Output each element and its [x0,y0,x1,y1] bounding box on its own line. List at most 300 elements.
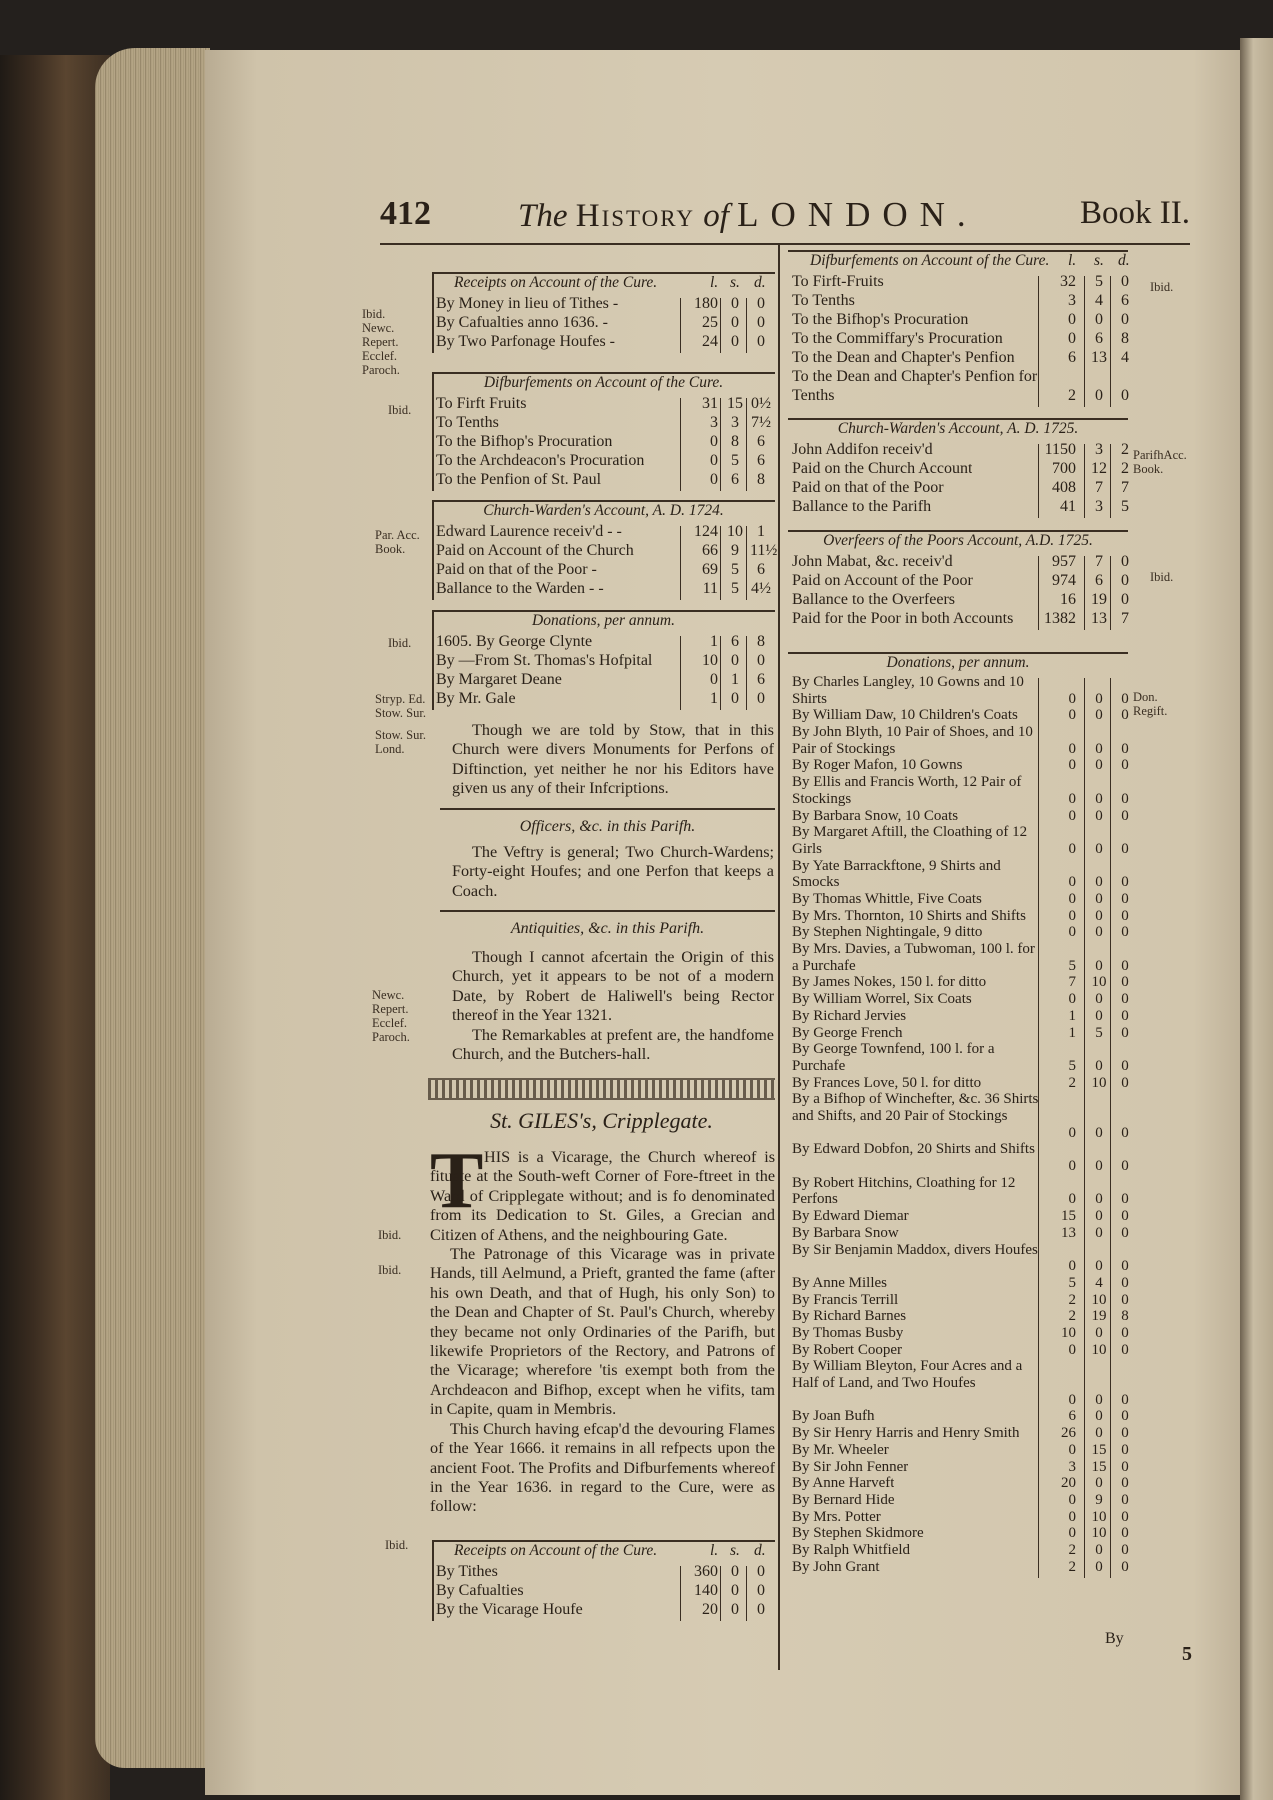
amount-pence: 0 [1121,1291,1129,1308]
disbursements-table [432,372,775,489]
ledger-caption [432,500,775,522]
ledger-row [788,1292,1128,1309]
ledger-row [432,579,775,598]
amount-pounds: 1 [710,690,718,707]
ledger-item: By the Vicarage Houfe [436,1601,583,1618]
amount-pounds: 16 [1060,591,1076,608]
amount-pence: 0 [757,1563,765,1580]
amount-shillings: 8 [731,433,739,450]
amount-shillings: 0 [1095,991,1103,1008]
amount-pence: 0 [1121,1341,1129,1358]
ledger-row [788,1308,1128,1325]
ledger-item: Paid on that of the Poor [792,479,944,496]
amount-pounds: 0 [1068,790,1076,807]
table-rule [432,1540,775,1542]
amount-pence: 0 [1121,991,1129,1008]
ledger-item: By Thomas Busby [792,1325,904,1341]
amount-pounds: 6 [1068,1408,1076,1425]
amount-pence: 0 [757,314,765,331]
amount-shillings: 7 [1095,553,1103,570]
column-rule [746,526,747,600]
ledger-item: By a Bifhop of Winchefter, &c. 36 Shirts and Shifts, and 20 Pair of Stockings [792,1091,1039,1124]
monuments-paragraph: Though we are told by Stow, that in this Church were divers Monuments for Perfons of Diftinction, yet neither he nor his Editors have given us any of their Infcriptions. [452,721,774,798]
column-rule [680,1566,681,1621]
ledger-row [788,1025,1128,1042]
ledger-row [432,470,775,489]
ledger-row [788,1008,1128,1025]
ledger-row [432,332,775,351]
amount-shillings: 0 [1095,1124,1103,1141]
amount-pence: 0 [1121,1425,1129,1442]
page-edges [95,48,210,1768]
ledger-row [788,1525,1128,1542]
amount-pounds: 0 [1068,840,1076,857]
ledger-item: By Cafualties [436,1582,524,1599]
column-header: s. [730,274,740,291]
amount-shillings: 0 [1095,1057,1103,1074]
margin-note: ParifhAcc. Book. [1133,448,1187,476]
amount-shillings: 5 [1095,1024,1103,1041]
amount-shillings: 1 [731,671,739,688]
ledger-row [788,991,1128,1008]
ledger-row [788,757,1128,774]
ledger-item: By Robert Hitchins, Cloathing for 12 Perfons [792,1174,1016,1208]
margin-note: Ibid. [378,1263,402,1277]
amount-pounds: 1 [710,633,718,650]
amount-pence: 0 [1121,1541,1129,1558]
ledger-item: To the Dean and Chapter's Penfion for Tenths [792,368,1038,404]
running-head [380,195,1190,239]
ledger-item: By Barbara Snow [792,1224,899,1241]
amount-pounds: 3 [710,414,718,431]
ledger-item: Paid on the Church Account [792,460,973,477]
amount-pence: 0 [1121,974,1129,991]
amount-pounds: 0 [710,471,718,488]
amount-shillings: 0 [731,1563,739,1580]
ledger-row [788,1275,1128,1292]
column-rule [1110,556,1111,630]
amount-pence: 5 [1121,498,1129,515]
amount-shillings: 5 [1095,273,1103,290]
amount-pence: 0 [1121,553,1129,570]
margin-note: Stow. Sur. Lond. [375,728,426,756]
ledger-caption [788,530,1128,552]
amount-shillings: 5 [731,452,739,469]
ledger-item: By Francis Terrill [792,1291,899,1308]
amount-pounds: 1150 [1044,441,1076,458]
amount-pounds: 0 [1068,707,1076,724]
ledger-caption-text: Difburfements on Account of the Cure. [483,374,724,391]
amount-pence: 0 [757,1582,765,1599]
amount-pounds: 24 [702,333,718,350]
running-title [518,195,978,235]
column-header: d. [754,274,766,291]
ledger-row [432,294,775,313]
amount-pence: 0½ [751,395,771,412]
amount-shillings: 0 [1095,1541,1103,1558]
ledger-item: By Edward Dobfon, 20 Shirts and Shifts [792,1141,1035,1158]
ledger-item: John Addifon receiv'd [792,441,933,458]
amount-pence: 0 [1121,1441,1129,1458]
ledger-row [788,1091,1128,1141]
amount-pounds: 0 [1068,311,1076,328]
amount-pounds: 408 [1052,479,1076,496]
amount-pounds: 0 [1068,991,1076,1008]
amount-pounds: 26 [1061,1425,1076,1442]
amount-shillings: 15 [1091,1441,1107,1458]
column-rule [1084,556,1085,630]
ledger-item: By James Nokes, 150 l. for ditto [792,974,987,991]
amount-pounds: 0 [1068,924,1076,941]
ledger-row [788,924,1128,941]
officers-heading: Officers, &c. in this Parifh. [519,818,696,835]
amount-shillings: 3 [1095,498,1103,515]
amount-pounds: 0 [1068,1158,1076,1175]
amount-pounds: 0 [1068,690,1076,707]
amount-pounds: 0 [710,452,718,469]
margin-note: Ibid. Newc. Repert. Ecclef. Paroch. [362,307,400,377]
ledger-item: Ballance to the Overfeers [792,591,956,608]
giles-paragraphs: HIS is a Vicarage, the Church whereof is fituate at the South-weft Corner of Fore-ftreet in the Ward of Cripplegate without; and is fo denominated from its Dedication to St. Giles, a Grecian and Citizen of Athens, and the neighbouring Gate. The Patronage of this Vicarage was in private Hands, till Aelmund, a Prieft, granted the fame (after his own Death, and that of Hugh, his only Son) to the Dean and Chapter of St. Paul's Church, whereby they became not only Ordinaries of the Parifh, but likewife Proprietors of the Rectory, and Patrons of the Vicarage; wherefore 'tis exempt both from the Archdeacon and Bifhop, except when he vifits, tam in Capite, quam in Membris. This Church having efcap'd the devouring Flames of the Year 1666. it remains in all refpects upon the ancient Foot. The Profits and Difburfements whereof in the Year 1636. in regard to the Cure, were as follow: [430,1148,775,1516]
ledger-item: Paid on Account of the Poor [792,572,973,589]
amount-pounds: 10 [1061,1325,1076,1341]
amount-shillings: 0 [1095,690,1103,707]
ledger-item: By Barbara Snow, 10 Coats [792,807,959,824]
table-rule [432,610,775,612]
ledger-row [432,541,778,560]
column-header: d. [1118,252,1130,269]
ledger-row [788,908,1128,925]
table-rule [788,652,1128,654]
ledger-item: By Charles Langley, 10 Gowns and 10 Shirts [792,674,1024,707]
amount-pounds: 0 [1068,330,1076,347]
margin-note: Ibid. [388,403,412,417]
column-header: s. [1094,252,1104,269]
amount-pounds: 2 [1068,1541,1076,1558]
ledger-row [788,774,1128,807]
head-rule [380,243,1190,245]
amount-shillings: 0 [1095,387,1103,404]
receipts-table [432,272,775,351]
amount-pence: 0 [1121,1458,1129,1475]
amount-shillings: 0 [731,1601,739,1618]
right-disbursements-table [788,250,1128,405]
amount-pounds: 69 [702,561,718,578]
column-header: s. [730,1542,740,1559]
amount-pounds: 25 [702,314,718,331]
section-rule [440,910,775,912]
amount-pounds: 2 [1068,1074,1076,1091]
amount-pence: 7 [1121,610,1129,627]
column-rule [720,1566,721,1621]
amount-pence: 0 [757,1601,765,1618]
amount-pounds: 0 [710,671,718,688]
amount-pounds: 0 [710,433,718,450]
column-rule [720,526,721,600]
table-rule [432,500,775,502]
amount-shillings: 5 [731,561,739,578]
amount-pounds: 0 [1068,907,1076,924]
amount-pounds: 124 [694,523,718,540]
ledger-item: Ballance to the Parifh [792,498,932,515]
warden-1724-table [432,500,778,598]
ledger-row [788,1425,1128,1442]
amount-pounds: 974 [1052,572,1076,589]
amount-pence: 8 [757,633,765,650]
ledger-row [788,440,1128,459]
amount-pounds: 0 [1068,757,1076,774]
column-header: l. [710,274,719,291]
ledger-item: By John Blyth, 10 Pair of Shoes, and 10 Pair of Stockings [792,724,1033,757]
overseers-1725-table [788,530,1128,628]
margin-note: Don. Regift. [1133,690,1168,718]
ledger-row [788,571,1128,590]
amount-pence: 2 [1121,441,1129,458]
amount-pence: 0 [1121,1024,1129,1041]
amount-shillings: 15 [1091,1458,1107,1475]
right-donations-table [788,652,1128,1575]
ledger-item: By Roger Mafon, 10 Gowns [792,757,963,774]
column-divider [778,245,780,1670]
ledger-row [788,674,1128,707]
ornament-band [428,1078,775,1100]
ledger-caption-text: Difburfements on Account of the Cure. [810,252,1050,269]
ledger-caption-text: Receipts on Account of the Cure. [454,1542,658,1559]
ledger-row [788,941,1128,974]
column-rule [680,526,681,600]
ledger-row [788,724,1128,757]
ledger-item: Paid for the Poor in both Accounts [792,610,1014,627]
amount-shillings: 0 [731,314,739,331]
ledger-row [788,858,1128,891]
amount-shillings: 10 [727,523,743,540]
ledger-item: By Robert Cooper [792,1341,902,1358]
ledger-caption-text: Church-Warden's Account, A. D. 1724. [483,502,724,519]
ledger-item: To the Archdeacon's Procuration [436,452,645,469]
amount-shillings: 3 [731,414,739,431]
amount-shillings: 13 [1091,610,1107,627]
amount-pence: 0 [1121,1508,1129,1525]
ledger-row [432,632,775,651]
ledger-item: By Sir John Fenner [792,1458,909,1475]
amount-pounds: 5 [1068,1057,1076,1074]
amount-shillings: 6 [731,633,739,650]
amount-pence: 0 [757,333,765,350]
ledger-item: By Mrs. Potter [792,1508,881,1525]
title-london: LONDON. [737,195,978,234]
ledger-caption [788,250,1128,272]
ledger-item: By Richard Jervies [792,1007,907,1024]
amount-shillings: 0 [1095,757,1103,774]
amount-pence: 0 [1121,757,1129,774]
ledger-row [432,1562,775,1581]
title-history: History [575,198,695,234]
amount-pence: 4 [1121,349,1129,366]
column-rule [746,298,747,353]
amount-pounds: 0 [1068,1391,1076,1408]
ledger-caption-text: Overfeers of the Poors Account, A.D. 1725. [823,532,1093,549]
ledger-item: By Stephen Nightingale, 9 ditto [792,924,983,941]
ledger-row [788,1242,1128,1275]
amount-shillings: 15 [727,395,743,412]
ledger-item: By —From St. Thomas's Hofpital [436,652,653,669]
amount-pence: 0 [1121,1007,1129,1024]
ledger-item: By William Daw, 10 Children's Coats [792,707,1018,724]
table-rule [432,272,775,274]
book-spine-leather [0,55,110,1800]
amount-shillings: 10 [1091,974,1107,991]
amount-pence: 0 [757,652,765,669]
ledger-row [432,313,775,332]
amount-shillings: 0 [1095,1158,1103,1175]
column-rule [1084,276,1085,407]
amount-shillings: 0 [1095,1425,1103,1442]
amount-shillings: 10 [1091,1291,1107,1308]
officers-paragraph: The Veftry is general; Two Church-Wardens; Forty-eight Houfes; and one Perfon that keeps a Coach. [452,843,774,900]
ledger-row [788,552,1128,571]
amount-pounds: 1382 [1044,610,1076,627]
amount-pounds: 5 [1068,1274,1076,1291]
ledger-caption [788,418,1128,440]
amount-pence: 0 [1121,311,1129,328]
ledger-row [788,707,1128,724]
amount-pence: 0 [1121,1258,1129,1275]
ledger-row [432,651,775,670]
amount-pence: 6 [757,561,765,578]
donations-table [432,610,775,708]
ledger-item: By Ralph Whitfield [792,1541,911,1558]
ledger-item: By Anne Milles [792,1274,888,1291]
ledger-item: By John Grant [792,1558,880,1575]
amount-pence: 0 [1121,1475,1129,1492]
ledger-item: 1605. By George Clynte [436,633,593,650]
amount-shillings: 10 [1091,1525,1107,1542]
amount-pence: 0 [1121,807,1129,824]
ledger-row [788,609,1128,628]
amount-shillings: 0 [731,652,739,669]
amount-pence: 0 [1121,1074,1129,1091]
facing-page-edge [1240,38,1273,1800]
amount-pounds: 0 [1068,1508,1076,1525]
amount-pounds: 20 [1061,1475,1076,1492]
amount-pounds: 3 [1068,1458,1076,1475]
ledger-row [788,1542,1128,1559]
ledger-item: By Thomas Whittle, Five Coats [792,891,982,908]
amount-shillings: 10 [1091,1341,1107,1358]
amount-pounds: 0 [1068,1191,1076,1208]
ledger-item: By Yate Barrackftone, 9 Shirts and Smocks [792,857,1001,891]
amount-shillings: 0 [1095,891,1103,908]
amount-pence: 0 [1121,1057,1129,1074]
ledger-item: To the Bifhop's Procuration [792,311,969,328]
column-rule [746,636,747,710]
ledger-caption [432,272,775,294]
ledger-caption-text: Donations, per annum. [532,612,675,629]
ledger-item: By Sir Benjamin Maddox, divers Houfes [792,1241,1038,1258]
title-prefix: The [518,198,568,234]
amount-pence: 8 [1121,330,1129,347]
amount-shillings: 0 [1095,1007,1103,1024]
ledger-item: By Joan Bufh [792,1408,875,1425]
amount-pence: 0 [757,295,765,312]
column-rule [1038,678,1039,1578]
margin-note: Par. Acc. Book. [375,528,420,556]
amount-shillings: 0 [1095,1391,1103,1408]
amount-pence: 0 [1121,1491,1129,1508]
ledger-item: John Mabat, &c. receiv'd [792,553,953,570]
amount-pence: 0 [1121,707,1129,724]
ledger-row [432,1600,775,1619]
ledger-row [788,1141,1128,1174]
amount-shillings: 0 [1095,1208,1103,1225]
ledger-item: By Ellis and Francis Worth, 12 Pair of Stockings [792,774,1022,807]
amount-pence: 0 [1121,1158,1129,1175]
ledger-row [432,451,775,470]
ledger-item: By Sir Henry Harris and Henry Smith [792,1425,1020,1442]
amount-pounds: 0 [1068,1258,1076,1275]
ledger-item: To Tenths [792,292,855,309]
amount-shillings: 19 [1091,1308,1107,1325]
amount-shillings: 0 [1095,1408,1103,1425]
ledger-row [788,1342,1128,1359]
antiquities-heading: Antiquities, &c. in this Parifh. [510,920,705,937]
amount-pounds: 7 [1068,974,1076,991]
section-rule [440,808,775,810]
amount-shillings: 0 [731,1582,739,1599]
amount-shillings: 0 [1095,907,1103,924]
amount-pence: 0 [1121,1191,1129,1208]
amount-pounds: 5 [1068,957,1076,974]
amount-shillings: 10 [1091,1074,1107,1091]
amount-shillings: 0 [1095,1191,1103,1208]
ledger-row [432,432,775,451]
section-title: St. GILES's, Cripplegate. [490,1108,713,1133]
amount-pence: 0 [1121,273,1129,290]
table-frame [432,610,434,710]
amount-pence: 0 [1121,572,1129,589]
amount-shillings: 0 [1095,1325,1103,1341]
amount-pence: 0 [1121,874,1129,891]
ledger-row [788,367,1128,405]
amount-pence: 0 [1121,740,1129,757]
amount-pounds: 6 [1068,349,1076,366]
amount-pounds: 2 [1068,1558,1076,1575]
ledger-row [788,1509,1128,1526]
amount-pounds: 0 [1068,874,1076,891]
amount-pounds: 11 [702,580,718,597]
column-rule [1110,444,1111,518]
amount-shillings: 0 [1095,740,1103,757]
catchword: By [1105,1630,1124,1647]
ledger-item: By Cafualties anno 1636. - [436,314,608,331]
amount-shillings: 0 [731,295,739,312]
ledger-row [788,1442,1128,1459]
giles-receipts-table [432,1540,775,1619]
amount-shillings: 0 [1095,1224,1103,1241]
column-rule [746,1566,747,1621]
ledger-row [788,1041,1128,1074]
ledger-item: By Edward Diemar [792,1208,909,1225]
amount-shillings: 4 [1095,292,1103,309]
ledger-caption [432,1540,775,1562]
amount-pence: 8 [1121,1308,1129,1325]
ledger-row [788,478,1128,497]
amount-shillings: 0 [731,690,739,707]
amount-pounds: 32 [1060,273,1076,290]
amount-pence: 2 [1121,460,1129,477]
amount-pence: 7½ [751,414,771,431]
column-rule [720,398,721,491]
